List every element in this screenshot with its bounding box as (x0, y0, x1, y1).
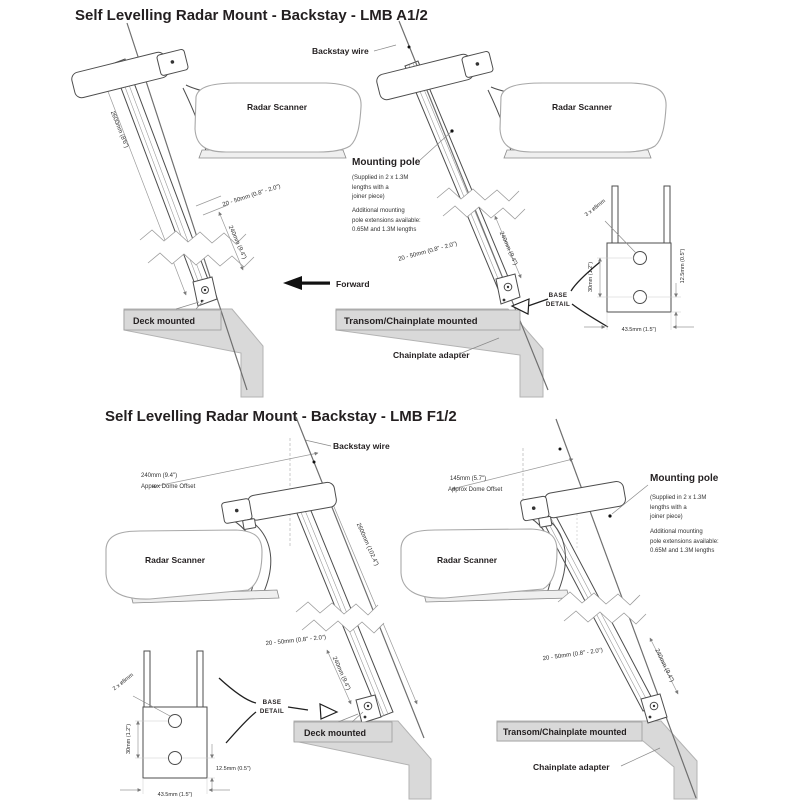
bracket-bolt-pin (364, 716, 367, 719)
offset-label: Approx Dome Offset (141, 484, 196, 490)
mount-head (375, 48, 494, 101)
supplied-note-line: joiner piece) (352, 194, 385, 200)
wire-dot (559, 448, 562, 451)
pole-dot (450, 129, 453, 132)
bottom-section (105, 408, 719, 799)
gap-dim-label: 20 - 50mm (0.8" - 2.0") (265, 634, 327, 648)
bracket-bolt-pin (503, 299, 506, 302)
clamp-hinge (539, 516, 552, 527)
bracket-hole (634, 252, 647, 265)
offset-label: Approx Dome Offset (448, 487, 503, 493)
extension-note-line: 0.65M and 1.3M lengths (650, 548, 715, 554)
extension-note-line: pole extensions available: (352, 218, 421, 224)
wire-dot (408, 46, 411, 49)
extension-note-line: Additional mounting (650, 529, 703, 535)
radar-dome (195, 83, 361, 152)
forward-label: Forward (336, 279, 370, 289)
gap-dim-label: 20 - 50mm (0.8" - 2.0") (542, 647, 604, 663)
supplied-note-line: (Supplied in 2 x 1.3M (352, 175, 409, 181)
chainplate-adapter-label: Chainplate adapter (393, 350, 470, 360)
extension-note-line: 0.65M and 1.3M lengths (352, 227, 417, 233)
label-leader (621, 748, 660, 766)
extension-note-line: Additional mounting (352, 208, 405, 214)
radar-dome (500, 83, 666, 152)
base-detail-label: BASE (548, 292, 568, 299)
bracket-hole (169, 752, 182, 765)
deck-mounted-label: Deck mounted (133, 316, 196, 326)
label-leader (176, 302, 199, 309)
wire-dot (313, 461, 316, 464)
bracket-prong (144, 651, 150, 707)
deck-mounted-label: Deck mounted (304, 728, 367, 738)
bracket-prong (664, 186, 670, 243)
pole-dot (608, 514, 611, 517)
clamp-hinge (243, 519, 256, 530)
label-leader (305, 440, 331, 446)
offset-value: 145mm (5.7") (450, 476, 487, 482)
page-title: Self Levelling Radar Mount - Backstay - LMB A1/2 (75, 7, 428, 24)
span-dim-label: 240mm (9.4") (330, 655, 352, 692)
transom-mounted-label: Transom/Chainplate mounted (344, 316, 478, 327)
span-dim-label: 240mm (9.4") (226, 224, 248, 261)
bracket-bolt-pin (649, 716, 652, 719)
base-detail-label: DETAIL (259, 708, 285, 715)
base-detail-label: DETAIL (545, 301, 571, 308)
supplied-note-line: (Supplied in 2 x 1.3M (650, 495, 707, 501)
label-leader (374, 45, 396, 51)
mounting-pole-label: Mounting pole (352, 157, 421, 168)
span-dim-label: 240mm (9.4") (497, 230, 519, 267)
offset-dim-line (152, 453, 318, 487)
bracket-bolt-pin (653, 705, 655, 707)
bracket-bolt-pin (507, 286, 509, 288)
extension-note-line: pole extensions available: (650, 539, 719, 545)
supplied-note-line: joiner piece) (650, 514, 683, 520)
top-section (70, 7, 694, 397)
width-dim-label: 43.5mm (1.5") (621, 327, 657, 333)
base-detail-curve (226, 712, 256, 743)
transom-mounted-diagram-f (401, 419, 719, 799)
bracket-hole (634, 291, 647, 304)
hole-spacing-label: 30mm (1.2") (588, 261, 594, 293)
mount-head-body (70, 51, 169, 99)
page-title: Self Levelling Radar Mount - Backstay - LMB F1/2 (105, 408, 457, 425)
gap-dim-label: 20 - 50mm (0.8" - 2.0") (221, 183, 282, 209)
hole-spacing-label: 30mm (1.2") (126, 723, 132, 755)
base-detail-arrow-shaft (288, 707, 308, 710)
mount-head (221, 481, 339, 532)
holes-callout: 3 x ø8mm (583, 198, 607, 219)
base-detail-curve (572, 304, 608, 327)
bracket-bolt-pin (204, 289, 206, 291)
bracket-prong (197, 651, 203, 707)
holes-callout: 2 x ø8mm (111, 672, 135, 693)
gap-tick (196, 196, 221, 206)
pole-length-label: 2600mm (8'6") (108, 110, 130, 149)
base-detail-arrow-head (320, 704, 337, 719)
edge-dim-label: 12.5mm (0.5") (680, 248, 686, 284)
radar-scanner-label: Radar Scanner (437, 555, 497, 565)
forward-arrow-shaft (302, 282, 330, 285)
base-detail-label: BASE (262, 699, 282, 706)
supplied-note-line: lengths with a (650, 505, 687, 511)
offset-value: 240mm (9.4") (141, 473, 178, 479)
forward-arrow-head (283, 276, 302, 290)
span-dim-label: 240mm (9.4") (653, 648, 675, 684)
edge-dim-label: 12.5mm (0.5") (216, 766, 251, 772)
base-detail-curve (219, 678, 256, 703)
bracket-hole (169, 715, 182, 728)
span-dim-line (327, 650, 351, 704)
offset-dim-line (452, 459, 573, 489)
radar-scanner-label: Radar Scanner (552, 102, 612, 112)
pole-length-label: 2600mm (102.4") (354, 522, 380, 567)
base-detail-drawing-f (112, 651, 251, 798)
base-detail-drawing-a (584, 186, 694, 333)
radar-scanner-label: Radar Scanner (145, 555, 205, 565)
backstay-wire-label: Backstay wire (312, 46, 369, 56)
transom-mounted-label: Transom/Chainplate mounted (503, 727, 627, 737)
backstay-wire-label: Backstay wire (333, 441, 390, 451)
radar-scanner-label: Radar Scanner (247, 102, 307, 112)
chainplate-adapter-label: Chainplate adapter (533, 762, 610, 772)
mounting-pole-label: Mounting pole (650, 473, 719, 484)
supplied-note-line: lengths with a (352, 185, 389, 191)
bracket-bolt-pin (367, 705, 369, 707)
gap-dim-label: 20 - 50mm (0.8" - 2.0") (397, 241, 458, 263)
deck-mounted-diagram-a (70, 23, 369, 397)
bracket-prong (612, 186, 618, 243)
mount-head-body (543, 480, 626, 519)
mount-head-body (246, 481, 337, 521)
width-dim-label: 43.5mm (1.5") (157, 792, 193, 798)
base-detail-curve (571, 262, 600, 291)
